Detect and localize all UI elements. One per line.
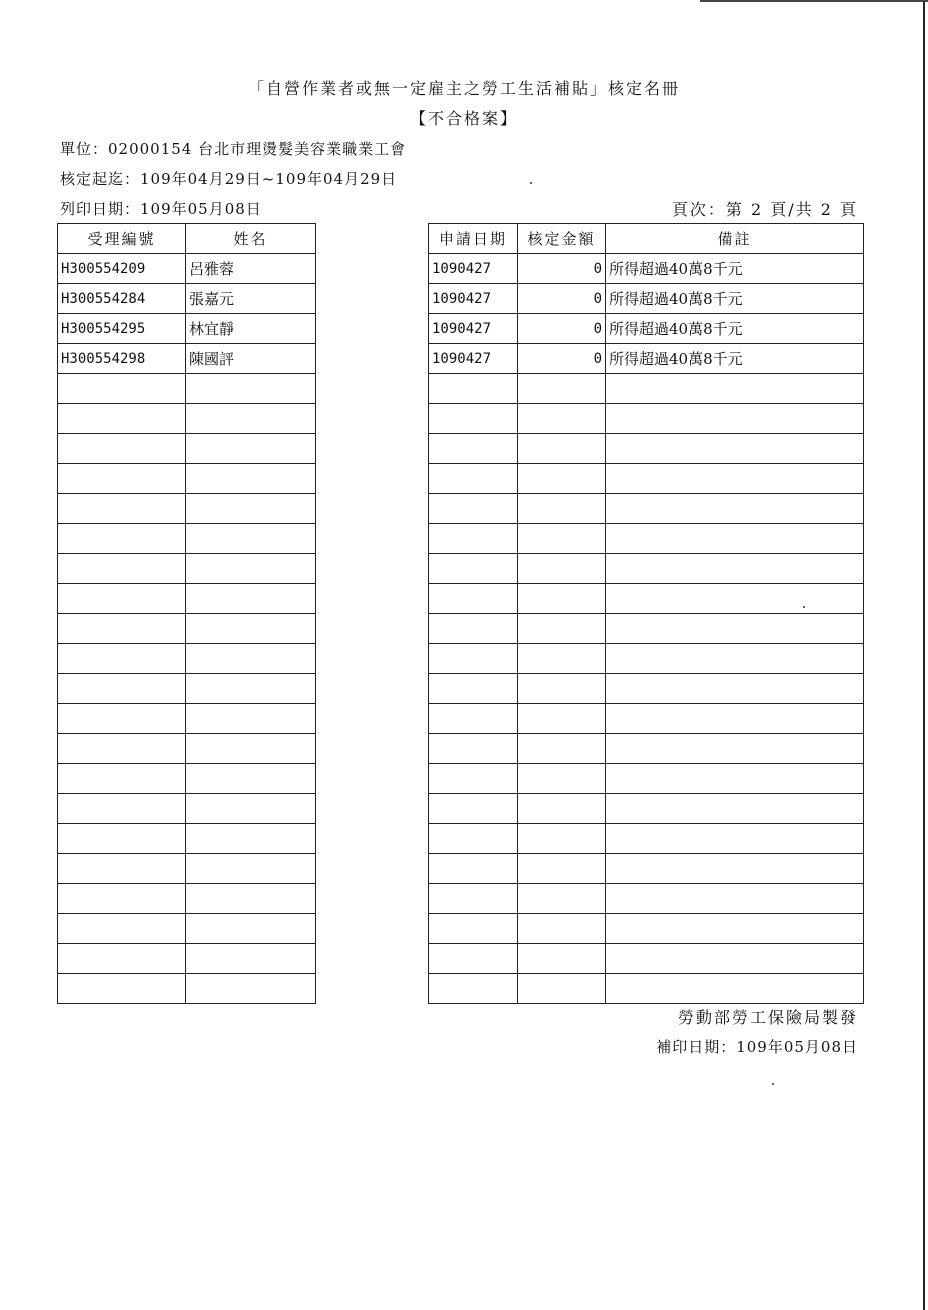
remark-cell <box>606 374 864 404</box>
amount-cell: 0 <box>518 314 606 344</box>
amount-cell <box>518 464 606 494</box>
issuer-line: 勞動部勞工保險局製發 <box>677 1008 858 1027</box>
case-no-cell <box>58 884 186 914</box>
remark-cell <box>606 554 864 584</box>
apply-date-cell <box>429 554 518 584</box>
name-cell <box>186 734 316 764</box>
table-row <box>58 614 316 644</box>
unit-line: 單位：02000154 台北市理燙髮美容業職業工會 <box>60 140 407 158</box>
name-cell <box>186 794 316 824</box>
table-header-row <box>58 224 316 254</box>
remark-cell <box>606 974 864 1004</box>
table-row <box>429 674 864 704</box>
document-subtitle: 【不合格案】 <box>409 109 518 128</box>
amount-cell <box>518 854 606 884</box>
name-cell <box>186 524 316 554</box>
case-no-cell <box>58 434 186 464</box>
remark-cell <box>606 854 864 884</box>
apply-date-cell <box>429 884 518 914</box>
table-row <box>58 494 316 524</box>
scan-speck <box>803 606 805 608</box>
amount-cell <box>518 704 606 734</box>
case-no-cell <box>58 614 186 644</box>
remark-cell <box>606 914 864 944</box>
case-no-cell <box>58 704 186 734</box>
remark-cell <box>606 524 864 554</box>
remark-cell <box>606 824 864 854</box>
table-row <box>429 704 864 734</box>
name-cell <box>186 884 316 914</box>
table-header-row <box>429 224 864 254</box>
remark-cell <box>606 764 864 794</box>
amount-cell <box>518 944 606 974</box>
name-cell <box>186 704 316 734</box>
amount-cell <box>518 734 606 764</box>
case-no-cell <box>58 464 186 494</box>
table-row <box>429 614 864 644</box>
name-cell <box>186 824 316 854</box>
case-no-cell <box>58 974 186 1004</box>
table-row <box>58 554 316 584</box>
apply-date-cell <box>429 434 518 464</box>
table-row <box>58 344 316 374</box>
name-cell <box>186 764 316 794</box>
name-cell: 張嘉元 <box>186 284 316 314</box>
case-no-cell: H300554295 <box>58 314 186 344</box>
apply-date-cell <box>429 704 518 734</box>
apply-date-cell <box>429 494 518 524</box>
amount-cell <box>518 374 606 404</box>
applicant-table-right <box>428 223 864 1004</box>
table-row <box>429 824 864 854</box>
page-edge <box>923 0 925 1310</box>
table-row <box>429 344 864 374</box>
remark-cell: 所得超過40萬8千元 <box>606 284 864 314</box>
table-row <box>58 584 316 614</box>
name-cell <box>186 554 316 584</box>
name-cell <box>186 584 316 614</box>
table-row <box>58 974 316 1004</box>
header-remark: 備註 <box>606 224 864 254</box>
table-row <box>58 254 316 284</box>
table-row <box>429 914 864 944</box>
table-row <box>429 884 864 914</box>
table-row <box>429 944 864 974</box>
amount-cell <box>518 494 606 524</box>
amount-cell <box>518 584 606 614</box>
page-edge <box>700 0 928 2</box>
table-row <box>429 404 864 434</box>
header-case-no: 受理編號 <box>58 224 186 254</box>
amount-cell <box>518 824 606 854</box>
remark-cell <box>606 884 864 914</box>
name-cell: 陳國評 <box>186 344 316 374</box>
remark-cell <box>606 734 864 764</box>
case-no-cell <box>58 944 186 974</box>
table-row <box>58 434 316 464</box>
case-no-cell: H300554209 <box>58 254 186 284</box>
case-no-cell: H300554284 <box>58 284 186 314</box>
name-cell <box>186 854 316 884</box>
table-row <box>429 524 864 554</box>
apply-date-cell <box>429 944 518 974</box>
apply-date-cell <box>429 584 518 614</box>
remark-cell: 所得超過40萬8千元 <box>606 314 864 344</box>
header-name: 姓名 <box>186 224 316 254</box>
name-cell: 林宜靜 <box>186 314 316 344</box>
apply-date-cell <box>429 794 518 824</box>
case-no-cell <box>58 644 186 674</box>
remark-cell <box>606 674 864 704</box>
apply-date-cell: 1090427 <box>429 254 518 284</box>
name-cell <box>186 674 316 704</box>
name-cell <box>186 644 316 674</box>
apply-date-cell <box>429 674 518 704</box>
remark-cell <box>606 434 864 464</box>
table-row <box>429 734 864 764</box>
table-row <box>429 794 864 824</box>
amount-cell <box>518 644 606 674</box>
case-no-cell <box>58 524 186 554</box>
case-no-cell <box>58 554 186 584</box>
scan-speck <box>772 1083 774 1085</box>
remark-cell <box>606 494 864 524</box>
amount-cell <box>518 794 606 824</box>
scan-speck <box>530 182 532 184</box>
name-cell <box>186 914 316 944</box>
table-row <box>58 824 316 854</box>
amount-cell: 0 <box>518 284 606 314</box>
amount-cell <box>518 434 606 464</box>
case-no-cell <box>58 404 186 434</box>
table-row <box>58 524 316 554</box>
document-title: 「自營作業者或無一定雇主之勞工生活補貼」核定名冊 <box>247 79 680 98</box>
table-row <box>429 764 864 794</box>
table-row <box>429 644 864 674</box>
apply-date-cell <box>429 914 518 944</box>
table-row <box>58 314 316 344</box>
table-row <box>58 704 316 734</box>
remark-cell: 所得超過40萬8千元 <box>606 254 864 284</box>
name-cell <box>186 404 316 434</box>
table-row <box>58 404 316 434</box>
apply-date-cell <box>429 614 518 644</box>
table-row <box>58 284 316 314</box>
header-apply-date: 申請日期 <box>429 224 518 254</box>
table-row <box>58 944 316 974</box>
amount-cell <box>518 764 606 794</box>
apply-date-cell: 1090427 <box>429 314 518 344</box>
name-cell <box>186 974 316 1004</box>
table-row <box>429 464 864 494</box>
table-row <box>58 914 316 944</box>
remark-cell <box>606 614 864 644</box>
name-cell <box>186 944 316 974</box>
table-row <box>58 374 316 404</box>
remark-cell <box>606 704 864 734</box>
table-row <box>58 674 316 704</box>
table-row <box>58 884 316 914</box>
table-row <box>429 434 864 464</box>
case-no-cell <box>58 674 186 704</box>
amount-cell <box>518 914 606 944</box>
table-border <box>315 223 316 1000</box>
remark-cell <box>606 404 864 434</box>
case-no-cell <box>58 824 186 854</box>
amount-cell <box>518 974 606 1004</box>
name-cell <box>186 464 316 494</box>
apply-date-cell <box>429 854 518 884</box>
table-row <box>58 854 316 884</box>
amount-cell <box>518 614 606 644</box>
name-cell <box>186 494 316 524</box>
table-row <box>429 374 864 404</box>
table-row <box>429 974 864 1004</box>
apply-date-cell <box>429 524 518 554</box>
apply-date-cell <box>429 644 518 674</box>
table-row <box>429 854 864 884</box>
remark-cell <box>606 584 864 614</box>
apply-date-cell <box>429 764 518 794</box>
name-cell <box>186 614 316 644</box>
amount-cell: 0 <box>518 344 606 374</box>
table-row <box>429 284 864 314</box>
case-no-cell <box>58 494 186 524</box>
apply-date-cell <box>429 404 518 434</box>
remark-cell <box>606 794 864 824</box>
amount-cell: 0 <box>518 254 606 284</box>
header-amount: 核定金額 <box>518 224 606 254</box>
case-no-cell: H300554298 <box>58 344 186 374</box>
table-row <box>58 464 316 494</box>
remark-cell <box>606 944 864 974</box>
table-row <box>58 644 316 674</box>
table-row <box>429 494 864 524</box>
table-row <box>58 764 316 794</box>
apply-date-cell <box>429 734 518 764</box>
remark-cell: 所得超過40萬8千元 <box>606 344 864 374</box>
amount-cell <box>518 404 606 434</box>
reprint-date-line: 補印日期：109年05月08日 <box>656 1038 858 1056</box>
remark-cell <box>606 644 864 674</box>
case-no-cell <box>58 374 186 404</box>
table-row <box>429 254 864 284</box>
case-no-cell <box>58 584 186 614</box>
table-row <box>58 734 316 764</box>
table-row <box>429 584 864 614</box>
apply-date-cell <box>429 374 518 404</box>
case-no-cell <box>58 854 186 884</box>
apply-date-cell: 1090427 <box>429 344 518 374</box>
name-cell <box>186 434 316 464</box>
apply-date-cell <box>429 464 518 494</box>
remark-cell <box>606 464 864 494</box>
table-row <box>58 794 316 824</box>
case-no-cell <box>58 794 186 824</box>
applicant-table-left <box>57 223 316 1004</box>
period-line: 核定起迄：109年04月29日~109年04月29日 <box>60 170 398 188</box>
apply-date-cell: 1090427 <box>429 284 518 314</box>
apply-date-cell <box>429 974 518 1004</box>
amount-cell <box>518 884 606 914</box>
case-no-cell <box>58 914 186 944</box>
page-info: 頁次：第 2 頁/共 2 頁 <box>671 200 858 219</box>
apply-date-cell <box>429 824 518 854</box>
amount-cell <box>518 674 606 704</box>
table-row <box>429 554 864 584</box>
amount-cell <box>518 524 606 554</box>
name-cell: 呂雅蓉 <box>186 254 316 284</box>
name-cell <box>186 374 316 404</box>
case-no-cell <box>58 764 186 794</box>
case-no-cell <box>58 734 186 764</box>
print-date-line: 列印日期：109年05月08日 <box>60 200 262 218</box>
amount-cell <box>518 554 606 584</box>
table-row <box>429 314 864 344</box>
